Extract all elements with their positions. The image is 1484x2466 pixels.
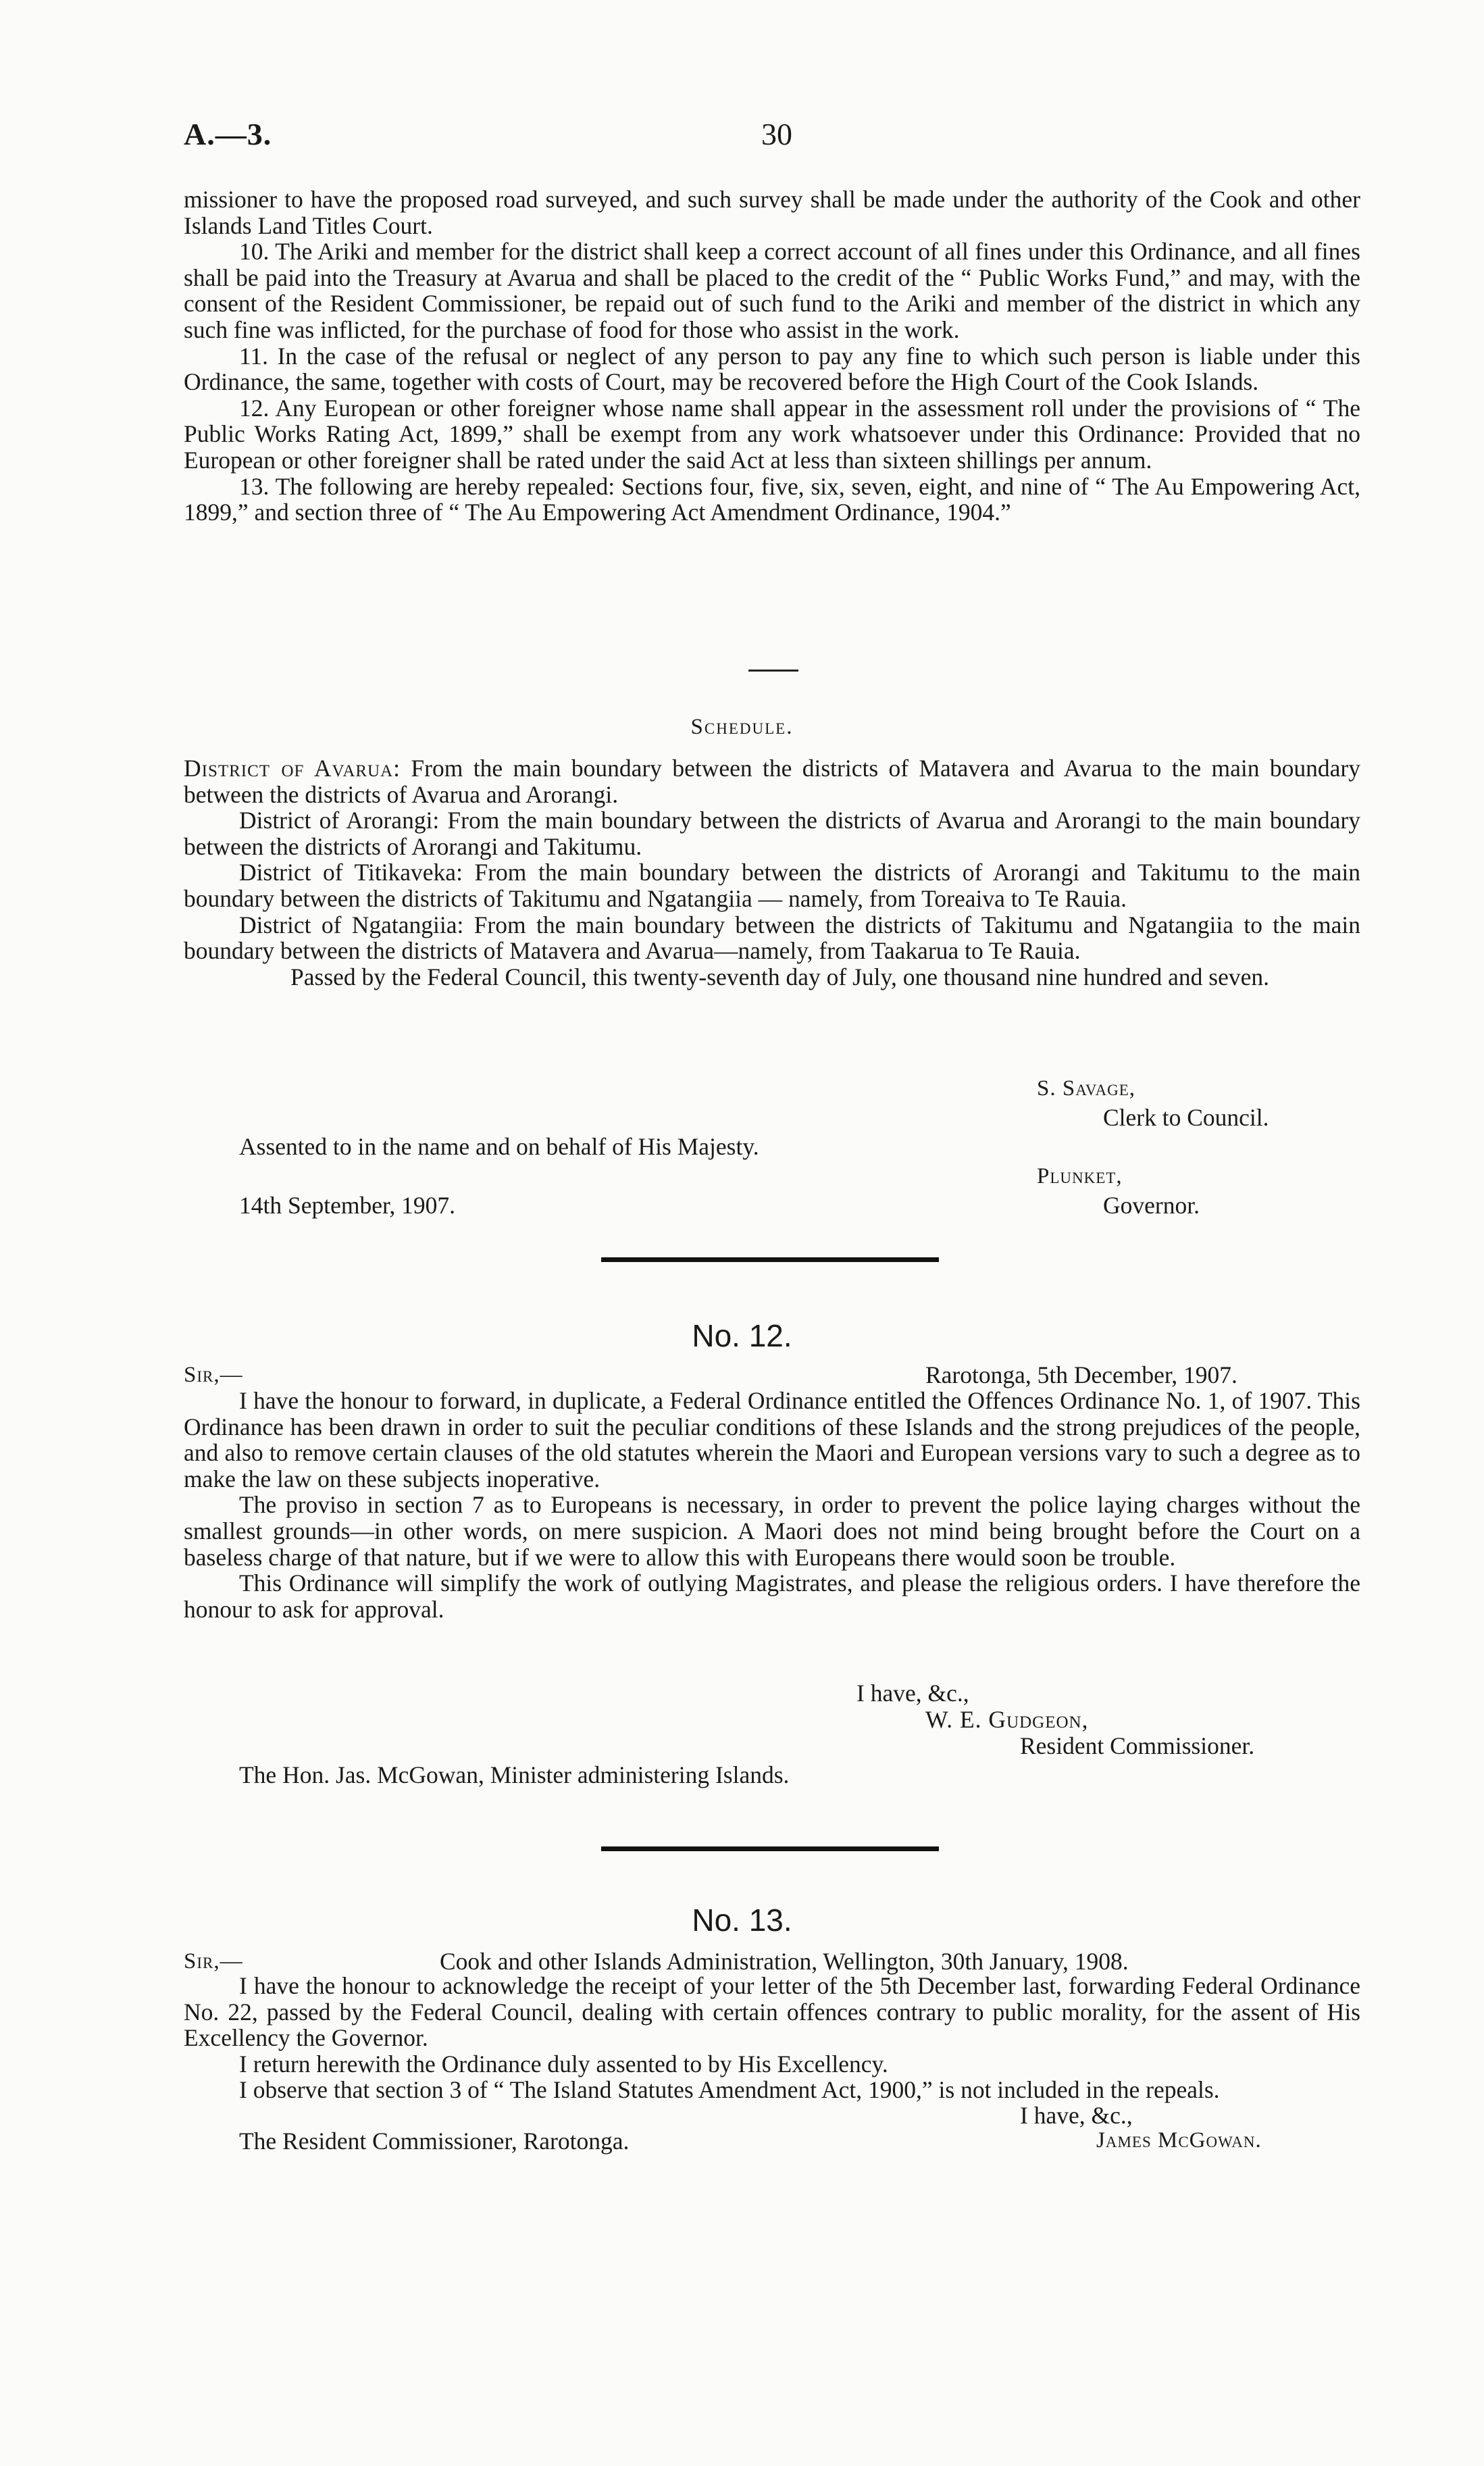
letter-12-place-date: Rarotonga, 5th December, 1907. (925, 1361, 1237, 1388)
letter-12-title: No. 12. (692, 1318, 792, 1353)
clause-12: 12. Any European or other foreigner whose name shall appear in the assessment roll under the provisions of “ The Public Works Rating Act, 1899,” shall be exempt from any work whatsoever under this Ordinance: Provided that no European or other foreigner shall be rated under the said Act at less than sixteen shillings per annum. (184, 394, 1360, 474)
letter-13-signature: James McGowan. (1096, 2128, 1262, 2153)
schedule-district-titikaveka: District of Titikaveka: From the main boundary between the districts of Arorangi and Takitumu to the main boundary between the districts of Takitumu and Ngatangiia — namely, from Toreaiva to Te Rauia. (184, 859, 1360, 912)
letter-12-paragraph: The proviso in section 7 as to Europeans is necessary, in order to prevent the police laying charges without the smallest grounds—in other words, on mere suspicion. A Maori does not mind being brought before the Court on a baseless charge of that nature, but if we were to allow this with Europeans there would soon be trouble. (184, 1491, 1360, 1571)
letter-12-signatory-title: Resident Commissioner. (1020, 1732, 1255, 1759)
letter-12-salutation: Sir,— (184, 1363, 243, 1387)
letter-13-closing: I have, &c., (1020, 2102, 1133, 2129)
district-avarua-label: District of Avarua: (184, 755, 401, 782)
letter-13-paragraph: I return herewith the Ordinance duly assented to by His Excellency. (239, 2050, 888, 2078)
clerk-signature: S. Savage, (1037, 1076, 1136, 1101)
assent-statement: Assented to in the name and on behalf of His Majesty. (239, 1133, 759, 1160)
letter-12-paragraph: I have the honour to forward, in duplicate, a Federal Ordinance entitled the Offences Ordinance No. 1, of 1907. This Ordinance has been drawn in order to suit the peculiar conditions of these Islands and the strong prejudices of the people, and also to remove certain clauses of the old statutes wherein the Maori and European versions vary to such a degree as to make the law on these subjects inoperative. (184, 1387, 1360, 1492)
letter-divider (601, 1846, 939, 1851)
clause-13: 13. The following are hereby repealed: Sections four, five, six, seven, eight, and nine of “ The Au Empowering Act, 1899,” and section three of “ The Au Empowering Act Amendment Ordinance, 1904.” (184, 472, 1360, 526)
ordinance-clauses (184, 186, 1360, 526)
assent-date: 14th September, 1907. (239, 1192, 456, 1219)
schedule-district-ngatangiia: District of Ngatangiia: From the main boundary between the districts of Takitumu and Ngatangiia to the main boundary between the districts of Matavera and Avarua—namely, from Taakarua to Te Rauia. (184, 911, 1360, 965)
letter-13-addressee: The Resident Commissioner, Rarotonga. (239, 2128, 630, 2155)
letter-12-paragraph: This Ordinance will simplify the work of outlying Magistrates, and please the religious orders. I have therefore the honour to ask for approval. (184, 1569, 1360, 1623)
schedule-body (184, 755, 1360, 990)
page-number: 30 (761, 117, 792, 151)
letter-13-title: No. 13. (692, 1903, 792, 1938)
letter-12-body (184, 1388, 1360, 1622)
letter-13-paragraph: I observe that section 3 of “ The Island Statutes Amendment Act, 1900,” is not included in the repeals. (239, 2076, 1220, 2104)
letter-12-closing: I have, &c., (856, 1680, 969, 1707)
clause-10: 10. The Ariki and member for the district shall keep a correct account of all fines under this Ordinance, and all fines shall be paid into the Treasury at Avarua and shall be placed to the credit of the “ Public Works Fund,” and may, with the consent of the Resident Commissioner, be repaid out of such fund to the Ariki and member of the district in which any such fine was inflicted, for the purchase of food for those who assist in the work. (184, 238, 1360, 343)
letter-divider (601, 1257, 939, 1262)
document-reference: A.—3. (184, 117, 272, 151)
letter-12-signature: W. E. Gudgeon, (925, 1706, 1089, 1733)
letter-13-body (184, 1973, 1360, 2103)
letter-13-salutation: Sir,— (184, 1949, 243, 1973)
governor-title: Governor. (1103, 1192, 1200, 1219)
clause-11: 11. In the case of the refusal or neglect of any person to pay any fine to which such person is liable under this Ordinance, the same, together with costs of Court, may be recovered before the High Court of the Cook Islands. (184, 342, 1360, 396)
district-avarua-text: From the main boundary between the districts of Matavera and Avarua to the main boundary between the districts of Avarua and Arorangi. (184, 755, 1360, 808)
passed-statement: Passed by the Federal Council, this twenty-seventh day of July, one thousand nine hundred and seven. (290, 963, 1269, 990)
clause-continuation: missioner to have the proposed road surveyed, and such survey shall be made under the authority of the Cook and other Islands Land Titles Court. (184, 186, 1360, 239)
section-divider (748, 670, 798, 672)
letter-13-paragraph: I have the honour to acknowledge the receipt of your letter of the 5th December last, forwarding Federal Ordinance No. 22, passed by the Federal Council, dealing with certain offences contrary to public morality, for the assent of His Excellency the Governor. (184, 1972, 1360, 2052)
schedule-district-avarua (184, 755, 1360, 807)
letter-13-place-date: Cook and other Islands Administration, Wellington, 30th January, 1908. (440, 1948, 1129, 1975)
governor-signature: Plunket, (1037, 1164, 1123, 1188)
schedule-title: Schedule. (690, 715, 794, 739)
letter-12-addressee: The Hon. Jas. McGowan, Minister administering Islands. (239, 1761, 790, 1788)
clerk-title: Clerk to Council. (1103, 1104, 1269, 1131)
schedule-district-arorangi: District of Arorangi: From the main boundary between the districts of Avarua and Arorangi to the main boundary between the districts of Arorangi and Takitumu. (184, 807, 1360, 860)
